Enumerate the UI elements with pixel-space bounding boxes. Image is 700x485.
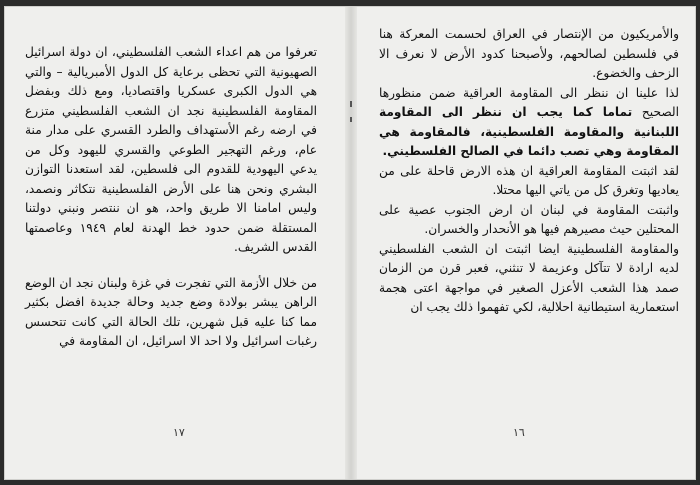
left-paragraph-1: تعرفوا من هم اعداء الشعب الفلسطيني، ان دولة اسرائيل الصهيونية التي تحظى برعاية كل الدول الأمبريالية – والتي هي الدول الكبرى عسكريا واقتصاديا، ومع ذلك وبفضل المقاومة الفلسطينية نجد ان الشعب الفلسطيني متزرع في ارضه رغم الأستهداف والطرد القسري على مدار منة عام، ورغم التهجير الطوعي والقسري لليهود وكل من يدعي اليهودية للقدوم الى فلسطين، لقد استعدنا التوازن البشري ونحن هنا على الأرض الفلسطينية نتكاثر ونصمد، وليس امامنا الا طريق واحد، هو ان ننتصر ونبني دولتنا المستقلة ضمن حدود خط الهدنة لعام ١٩٤٩ وعاصمتها القدس الشريف. (25, 45, 317, 254)
page-number-left: ١٧ (173, 426, 185, 439)
left-paragraph-2: من خلال الأزمة التي تفجرت في غزة ولبنان نجد ان الوضع الراهن يبشر بولادة وضع جديد وحالة جديدة افضل بكثير مما كنا عليه قبل شهرين، تلك الحالة التي كانت تتحسس رغبات اسرائيل ولا احد الا اسرائيل، ان المقاومة في (25, 275, 317, 348)
right-paragraph-5: والمقاومة الفلسطينية ايضا اثبتت ان الشعب الفلسطيني لديه ارادة لا تتآكل وعزيمة لا تنثني، فعبر قرن من الزمان صمد هذا الشعب الأعزل الصغير في مواجهة اعتى هجمة استعمارية استيطانية احلالية، لكي تفهموا ذلك يجب ان (379, 241, 679, 314)
right-page-text (379, 25, 679, 318)
right-page (351, 7, 697, 479)
right-paragraph-4: واثبتت المقاومة في لبنان ان ارض الجنوب عصية على المحتلين حيث مصيرهم فيها هو الأنحدار والخسران. (379, 202, 679, 236)
book-spread (4, 6, 696, 480)
right-paragraph-2-bold: تماما كما يجب ان ننظر الى المقاومة اللبنانية والمقاومة الفلسطينية، فالمقاومة هي المقاومة وهي تصب دائما في الصالح الفلسطيني. (379, 105, 679, 158)
right-paragraph-1: والأمريكيون من الإنتصار في العراق لحسمت المعركة هنا في فلسطين لصالحهم، ولأصبحنا كدود الأرض لا نعرف الا الزحف والخضوع. (379, 27, 679, 80)
left-page (5, 7, 351, 479)
right-paragraph-2-lead: لذا علينا ان ننظر الى المقاومة العراقية ضمن منظورها الصحيح (379, 85, 679, 119)
right-paragraph-2 (379, 84, 679, 162)
page-number-right: ١٦ (513, 426, 525, 439)
right-paragraph-3: لقد اثبتت المقاومة العراقية ان هذه الارض قاحلة على من يعاديها وتغرق كل من ياتي اليها محتلا. (379, 163, 679, 197)
left-page-text (25, 43, 317, 352)
